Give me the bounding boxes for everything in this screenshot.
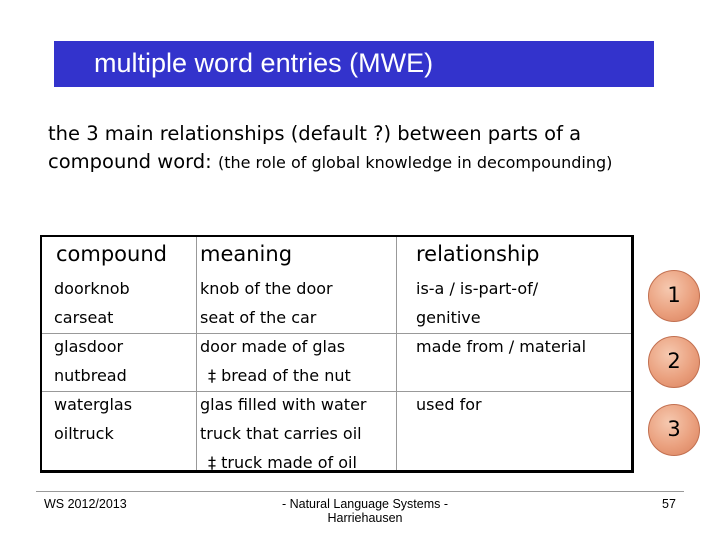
compound-cell: carseat: [54, 308, 114, 327]
meaning-cell: ‡ truck made of oil: [208, 453, 357, 472]
compound-table: [40, 235, 634, 473]
meaning-cell: seat of the car: [200, 308, 317, 327]
compound-cell: oiltruck: [54, 424, 114, 443]
relationship-cell: made from / material: [416, 337, 587, 356]
meaning-cell: glas filled with water: [200, 395, 367, 414]
intro-line-2-main: compound word:: [48, 150, 212, 173]
meaning-cell: knob of the door: [200, 279, 333, 298]
page-number: 57: [662, 497, 676, 511]
relationship-cell: genitive: [416, 308, 481, 327]
meaning-cell: door made of glas: [200, 337, 346, 356]
header-meaning: meaning: [200, 242, 293, 266]
footer-course-line-1: - Natural Language Systems -: [281, 497, 449, 511]
meaning-cell: truck that carries oil: [200, 424, 362, 443]
column-divider: [196, 237, 197, 470]
column-divider: [396, 237, 397, 470]
footer-course-line-2: Harriehausen: [327, 511, 403, 525]
footer-divider: [36, 491, 684, 492]
badge-2: [648, 336, 700, 388]
intro-line-1: the 3 main relationships (default ?) between parts of a: [48, 122, 582, 145]
footer-course: [250, 497, 480, 525]
badge-1: [648, 270, 700, 322]
badge-2-number: 2: [667, 349, 681, 373]
footer-semester: WS 2012/2013: [44, 497, 127, 511]
intro-line-2: [48, 148, 708, 177]
intro-line-2-note: (the role of global knowledge in decompounding): [217, 153, 613, 172]
slide-title: multiple word entries (MWE): [94, 48, 434, 78]
relationship-cell: is-a / is-part-of/: [416, 279, 539, 298]
header-relationship: relationship: [416, 242, 540, 266]
compound-cell: nutbread: [54, 366, 127, 385]
meaning-cell: ‡ bread of the nut: [208, 366, 351, 385]
compound-cell: waterglas: [54, 395, 133, 414]
title-bar: [54, 41, 654, 87]
compound-cell: glasdoor: [54, 337, 124, 356]
intro-text: [48, 120, 708, 177]
badge-1-number: 1: [667, 283, 681, 307]
compound-cell: doorknob: [54, 279, 130, 298]
header-compound: compound: [56, 242, 167, 266]
badge-3: [648, 404, 700, 456]
badge-3-number: 3: [667, 417, 681, 441]
relationship-cell: used for: [416, 395, 482, 414]
